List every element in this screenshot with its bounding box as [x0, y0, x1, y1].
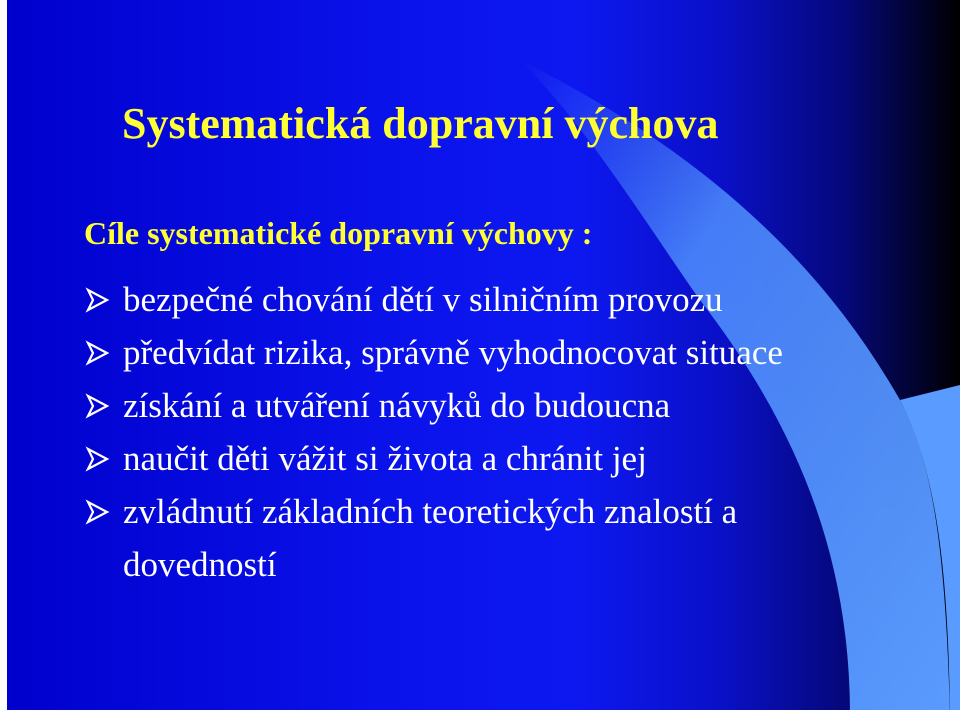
slide-subtitle: Cíle systematické dopravní výchovy : [84, 215, 593, 251]
arrowhead-bullet-icon [84, 393, 110, 419]
bullet-text: předvídat rizika, správně vyhodnocovat situace [123, 333, 783, 372]
bullet-text: bezpečné chování dětí v silničním provozu [123, 280, 723, 319]
bullet-text: zvládnutí základních teoretických znalostí a dovedností [123, 492, 738, 584]
arrowhead-bullet-icon [84, 340, 110, 366]
bullet-text: získání a utváření návyků do budoucna [123, 386, 671, 425]
bullet-item [84, 273, 884, 326]
arrowhead-bullet-icon [84, 499, 110, 525]
arrowhead-bullet-icon [84, 446, 110, 472]
arrowhead-bullet-icon [84, 287, 110, 313]
left-edge-strip [0, 0, 7, 716]
bullet-list [84, 273, 884, 591]
bottom-edge-strip [0, 710, 960, 716]
bullet-item [84, 485, 884, 591]
bullet-text: naučit děti vážit si života a chránit jej [123, 439, 647, 478]
bullet-item [84, 326, 884, 379]
slide-title: Systematická dopravní výchova [122, 99, 719, 148]
bullet-item [84, 379, 884, 432]
bullet-item [84, 432, 884, 485]
